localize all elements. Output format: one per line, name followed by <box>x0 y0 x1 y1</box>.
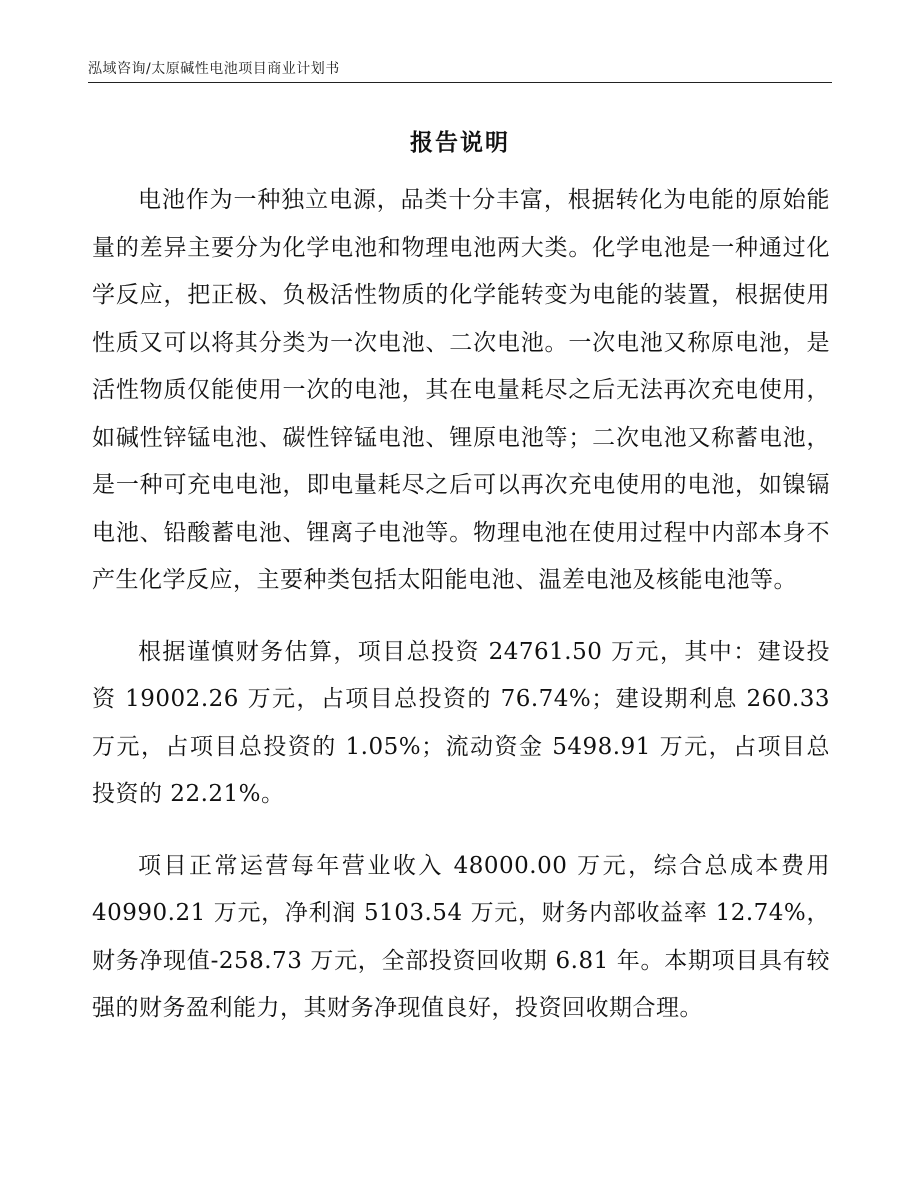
document-header-breadcrumb: 泓域咨询/太原碱性电池项目商业计划书 <box>88 61 340 77</box>
page-title: 报告说明 <box>410 130 510 156</box>
paragraph-battery-overview: 电池作为一种独立电源，品类十分丰富，根据转化为电能的原始能量的差异主要分为化学电池和物理电池两大类。化学电池是一种通过化学反应，把正极、负极活性物质的化学能转变为电能的装置，根据使用性质又可以将其分类为一次电池、二次电池。一次电池又称原电池，是活性物质仅能使用一次的电池，其在电量耗尽之后无法再次充电使用，如碱性锌锰电池、碳性锌锰电池、锂原电池等；二次电池又称蓄电池，是一种可充电电池，即电量耗尽之后可以再次充电使用的电池，如镍镉电池、铅酸蓄电池、锂离子电池等。物理电池在使用过程中内部本身不产生化学反应，主要种类包括太阳能电池、温差电池及核能电池等。 <box>92 187 830 593</box>
paragraph-financial-returns: 项目正常运营每年营业收入 48000.00 万元，综合总成本费用 40990.21 万元，净利润 5103.54 万元，财务内部收益率 12.74%，财务净现值-258.73 万元，全部投资回收期 6.81 年。本期项目具有较强的财务盈利能力，其财务净现值良好，投资回收期合理。 <box>92 852 830 1021</box>
header-divider <box>88 82 832 83</box>
report-body <box>92 177 830 1057</box>
paragraph-investment-estimate: 根据谨慎财务估算，项目总投资 24761.50 万元，其中：建设投资 19002.26 万元，占项目总投资的 76.74%；建设期利息 260.33 万元，占项目总投资的 1.05%；流动资金 5498.91 万元，占项目总投资的 22.21%。 <box>92 638 830 807</box>
